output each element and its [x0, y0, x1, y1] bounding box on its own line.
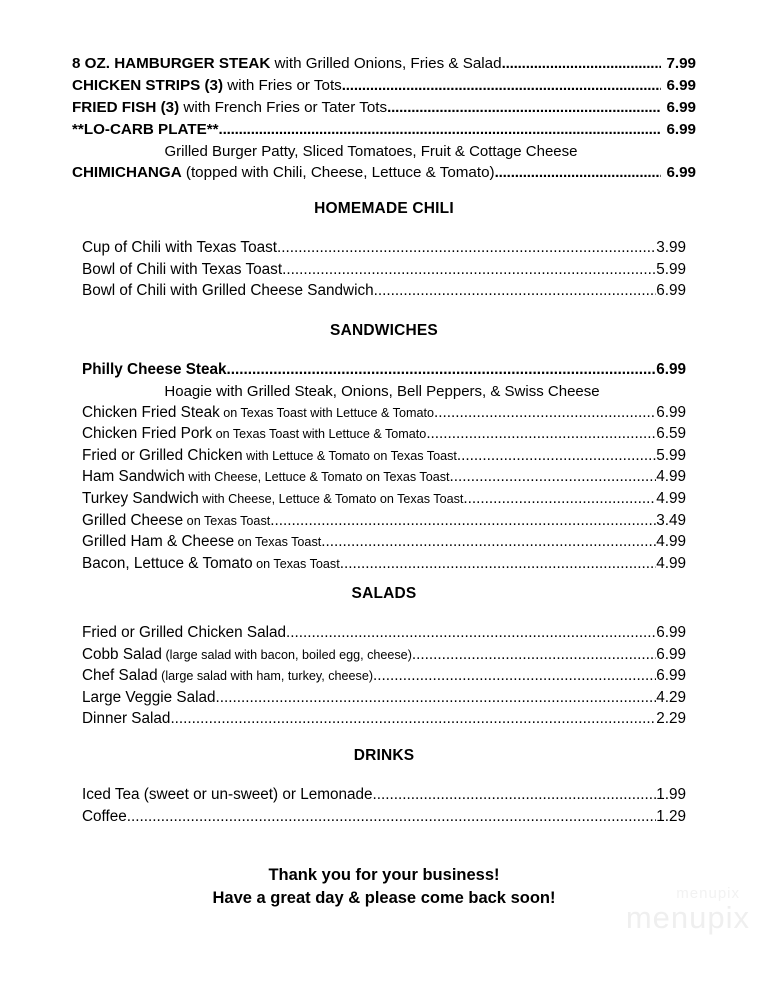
dot-leader	[373, 784, 657, 805]
watermark-secondary: menupix	[676, 885, 740, 902]
chili-section	[82, 237, 686, 302]
menu-item-price: 4.99	[656, 533, 686, 551]
menu-item-price: 5.99	[656, 260, 686, 278]
menu-item-name: Chicken Fried Steak on Texas Toast with Lettuce & Tomato	[82, 403, 434, 421]
sandwiches-section	[82, 359, 686, 574]
menu-item-row	[82, 687, 686, 708]
dot-leader	[270, 510, 656, 531]
watermark: menupix	[625, 900, 750, 935]
menu-item-price: 6.99	[656, 282, 686, 300]
menu-item-qualifier: with Fries or Tots	[223, 76, 342, 94]
menu-item-row	[82, 359, 686, 380]
menu-item-price: 6.99	[656, 403, 686, 421]
menu-item-row	[82, 531, 686, 552]
menu-item-name: Dinner Salad	[82, 710, 171, 728]
menu-item-name: Grilled Cheese on Texas Toast	[82, 511, 271, 529]
menu-item-price: 6.59	[656, 425, 686, 443]
menu-item-name: Bacon, Lettuce & Tomato on Texas Toast	[82, 554, 340, 572]
dot-leader	[170, 708, 656, 729]
dot-leader	[286, 622, 656, 643]
dot-leader	[227, 359, 657, 380]
menu-item-row	[72, 163, 696, 184]
section-heading-drinks: DRINKS	[353, 747, 415, 764]
menu-item-name: Large Veggie Salad	[82, 688, 216, 706]
menu-item-row	[82, 488, 686, 509]
menu-item-price: 1.29	[656, 807, 686, 825]
dot-leader	[463, 488, 656, 509]
menu-item-price: 4.99	[656, 468, 686, 486]
menu-item-qualifier: with Grilled Onions, Fries & Salad	[270, 55, 502, 72]
menu-item-qualifier: with French Fries or Tater Tots	[179, 98, 388, 116]
menu-item-row	[72, 120, 696, 141]
menu-item-price: 2.29	[656, 710, 686, 728]
menu-item-price: 4.99	[656, 554, 686, 572]
menu-item-name: Turkey Sandwich with Cheese, Lettuce & Tomato on Texas Toast	[82, 490, 464, 508]
locarb-description: Grilled Burger Patty, Sliced Tomatoes, Fruit & Cottage Cheese	[164, 142, 578, 160]
menu-item-row	[82, 237, 686, 258]
footer-line-1: Thank you for your business!	[268, 866, 500, 884]
dot-leader	[282, 259, 656, 280]
dot-leader	[277, 237, 656, 258]
menu-item-price: 6.99	[656, 645, 686, 663]
menu-item-row	[82, 622, 686, 643]
menu-item-price: 4.29	[656, 688, 686, 706]
menu-item-row	[82, 402, 686, 423]
menu-item-name: **LO-CARB PLATE**	[72, 120, 219, 138]
menu-item-row	[82, 553, 686, 574]
menu-item-row	[82, 259, 686, 280]
salads-section	[82, 622, 686, 730]
dot-leader	[342, 76, 662, 97]
menu-item-row	[82, 280, 686, 301]
menu-item-qualifier: (topped with Chili, Cheese, Lettuce & Tomato)	[181, 163, 495, 181]
menu-item-name: Grilled Ham & Cheese on Texas Toast	[82, 533, 322, 551]
menu-item-name: Ham Sandwich with Cheese, Lettuce & Tomato on Texas Toast	[82, 468, 450, 486]
menu-item-row	[82, 510, 686, 531]
menu-item-name: CHIMICHANGA (topped with Chili, Cheese, Lettuce & Tomato)	[72, 163, 495, 181]
section-heading-salads: SALADS	[351, 585, 417, 602]
menu-item-name: Chicken Fried Pork on Texas Toast with Lettuce & Tomato	[82, 425, 427, 443]
menu-item-row	[82, 784, 686, 805]
menu-item-name: Iced Tea (sweet or un-sweet) or Lemonade	[82, 786, 373, 803]
menu-item-qualifier: with Lettuce & Tomato on Texas Toast	[242, 448, 457, 463]
dot-leader	[434, 402, 656, 423]
dot-leader	[127, 806, 656, 827]
menu-item-name: 8 OZ. HAMBURGER STEAK with Grilled Onions, Fries & Salad	[72, 55, 502, 72]
menu-item-price: 6.99	[666, 76, 696, 94]
menu-item-price: 4.99	[656, 490, 686, 508]
section-heading-sandwiches: SANDWICHES	[330, 322, 438, 339]
menu-item-price: 6.99	[666, 98, 696, 116]
menu-item-qualifier: on Texas Toast with Lettuce & Tomato	[219, 405, 434, 420]
dot-leader	[495, 163, 662, 184]
menu-item-price: 1.99	[656, 786, 686, 803]
menu-item-price: 6.99	[656, 624, 686, 641]
dot-leader	[426, 423, 656, 444]
menu-item-row	[82, 708, 686, 729]
menu-item-row	[72, 54, 696, 75]
dot-leader	[387, 98, 661, 119]
menu-item-row	[72, 98, 696, 119]
menu-item-qualifier: with Cheese, Lettuce & Tomato on Texas Toast	[184, 470, 450, 485]
menu-item-row	[82, 665, 686, 686]
dot-leader	[373, 665, 656, 686]
menu-item-name: Chef Salad (large salad with ham, turkey, cheese)	[82, 667, 374, 685]
dot-leader	[502, 54, 662, 75]
philly-description: Hoagie with Grilled Steak, Onions, Bell Peppers, & Swiss Cheese	[164, 382, 600, 400]
menu-item-row	[72, 76, 696, 97]
dot-leader	[412, 644, 656, 665]
menu-item-name: Fried or Grilled Chicken Salad	[82, 624, 287, 641]
menu-item-price: 6.99	[666, 163, 696, 181]
dot-leader	[216, 687, 657, 708]
menu-item-name: Bowl of Chili with Grilled Cheese Sandwich	[82, 282, 374, 300]
menu-item-qualifier: (large salad with bacon, boiled egg, cheese)	[161, 647, 412, 662]
menu-item-name: Cup of Chili with Texas Toast	[82, 239, 277, 256]
menu-item-price: 3.49	[656, 511, 686, 529]
menu-item-price: 7.99	[666, 55, 696, 72]
menu-item-name: Cobb Salad (large salad with bacon, boiled egg, cheese)	[82, 645, 412, 663]
menu-item-name: Fried or Grilled Chicken with Lettuce & Tomato on Texas Toast	[82, 446, 457, 464]
footer-line-2: Have a great day & please come back soon!	[212, 889, 556, 908]
drinks-section	[82, 784, 686, 827]
menu-item-price: 6.99	[656, 361, 686, 378]
menu-item-row	[82, 445, 686, 466]
dot-leader	[450, 466, 657, 487]
menu-item-price: 6.99	[656, 667, 686, 685]
menu-item-qualifier: on Texas Toast with Lettuce & Tomato	[212, 427, 427, 442]
menu-item-name: Bowl of Chili with Texas Toast	[82, 260, 283, 278]
menu-item-row	[82, 644, 686, 665]
dot-leader	[374, 280, 657, 301]
menu-item-price: 3.99	[656, 239, 686, 256]
menu-item-price: 6.99	[666, 120, 696, 138]
menu-item-qualifier: on Texas Toast	[252, 556, 340, 571]
dot-leader	[321, 531, 656, 552]
dot-leader	[457, 445, 656, 466]
section-heading-chili: HOMEMADE CHILI	[314, 200, 454, 217]
menu-item-price: 5.99	[656, 446, 686, 464]
dot-leader	[340, 553, 657, 574]
menu-item-name: CHICKEN STRIPS (3) with Fries or Tots	[72, 76, 342, 94]
menu-item-row	[82, 423, 686, 444]
menu-item-name: Coffee	[82, 807, 127, 825]
menu-item-row	[82, 466, 686, 487]
dot-leader	[219, 120, 662, 141]
entrees-section	[72, 54, 696, 185]
menu-item-qualifier: (large salad with ham, turkey, cheese)	[157, 669, 374, 684]
menu-item-qualifier: on Texas Toast	[234, 535, 322, 550]
menu-item-row	[82, 806, 686, 827]
menu-item-qualifier: with Cheese, Lettuce & Tomato on Texas Toast	[198, 492, 464, 507]
menu-item-qualifier: on Texas Toast	[183, 513, 271, 528]
menu-item-name: FRIED FISH (3) with French Fries or Tater Tots	[72, 98, 388, 116]
menu-item-name: Philly Cheese Steak	[82, 361, 227, 378]
